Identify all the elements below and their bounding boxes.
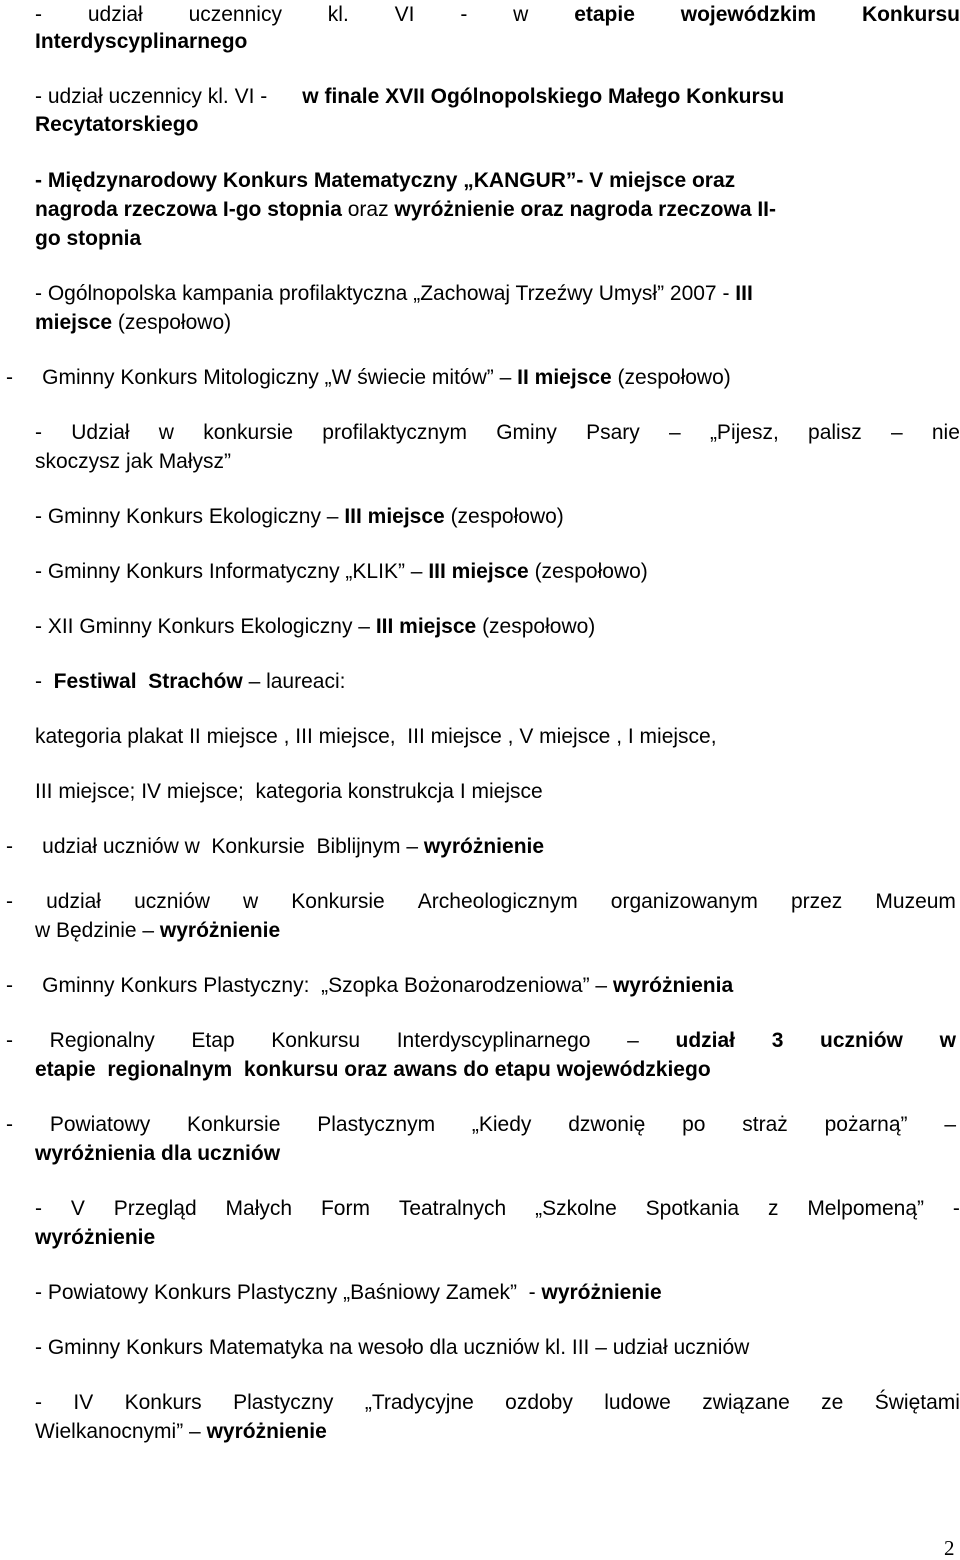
- entry-emphasis: III: [735, 282, 753, 305]
- word: –: [627, 1029, 639, 1052]
- entry-14-line-1: [6, 887, 956, 916]
- word: –: [669, 421, 681, 444]
- entry-9-line-1: [35, 612, 960, 641]
- word: w: [939, 1029, 956, 1052]
- word: „Kiedy: [471, 1113, 532, 1136]
- word: Powiatowy: [49, 1113, 151, 1136]
- word: pożarną”: [824, 1113, 908, 1136]
- entry-18-line-2: wyróżnienie: [35, 1226, 156, 1249]
- word: po: [682, 1113, 706, 1136]
- word: IV: [73, 1391, 94, 1414]
- word: Psary: [586, 421, 640, 444]
- word: Plastyczny: [233, 1391, 334, 1414]
- word: –: [944, 1113, 956, 1136]
- entry-21-line-2: [35, 1417, 960, 1446]
- entry-emphasis: wyróżnienie: [423, 835, 545, 858]
- word: udział: [87, 3, 143, 26]
- entry-emphasis: III miejsce: [375, 615, 477, 638]
- entry-17-line-2: wyróżnienia dla uczniów: [35, 1142, 281, 1165]
- entry-7-line-1: [35, 502, 960, 531]
- word: uczniów: [820, 1029, 903, 1052]
- word: przez: [790, 890, 843, 913]
- entry-text: - Ogólnopolska kampania profilaktyczna „Zachowaj Trzeźwy Umysł” 2007 -: [35, 282, 730, 305]
- entry-15-line-1: [6, 971, 931, 1000]
- word: Teatralnych: [398, 1197, 507, 1220]
- entry-16-line-1: [6, 1026, 956, 1055]
- entry-emphasis: wyróżnienie: [206, 1420, 327, 1443]
- word: -: [35, 421, 42, 444]
- entry-18-line-1: [35, 1194, 960, 1223]
- word: Udział: [71, 421, 130, 444]
- word: udział: [46, 890, 101, 913]
- word: -: [35, 3, 42, 26]
- word: Małych: [225, 1197, 293, 1220]
- word: Świętami: [874, 1391, 960, 1414]
- entry-17-line-1: [6, 1110, 956, 1139]
- entry-text: (zespołowo): [450, 505, 564, 528]
- entry-12-line-1: III miejsce; IV miejsce; kategoria konstrukcja I miejsce: [35, 780, 543, 803]
- entry-13-line-1: [6, 832, 931, 861]
- word: „Tradycyjne: [364, 1391, 474, 1414]
- entry-text: - Powiatowy Konkurs Plastyczny „Baśniowy Zamek” -: [35, 1281, 536, 1304]
- entry-16-line-2: etapie regionalnym konkursu oraz awans do etapu wojewódzkiego: [35, 1058, 711, 1081]
- entry-8-line-1: [35, 557, 960, 586]
- word: „Pijesz,: [709, 421, 779, 444]
- entry-emphasis: miejsce: [35, 311, 113, 334]
- word: w: [513, 3, 529, 26]
- word: -: [6, 1029, 13, 1052]
- entry-11-line-1: kategoria plakat II miejsce , III miejsce, III miejsce , V miejsce , I miejsce,: [35, 725, 717, 748]
- word: Konkursu: [861, 3, 960, 26]
- word: organizowanym: [610, 890, 758, 913]
- word: -: [6, 1113, 13, 1136]
- entry-1-line-2: Interdyscyplinarnego: [35, 30, 248, 53]
- entry-text: Wielkanocnymi” –: [35, 1420, 201, 1443]
- entry-6-line-1: [35, 418, 960, 447]
- entry-text: oraz: [347, 198, 389, 221]
- word: uczennicy: [188, 3, 282, 26]
- entry-3-line-3: go stopnia: [35, 227, 142, 250]
- entry-text: – laureaci:: [248, 670, 346, 693]
- word: Gminy: [496, 421, 557, 444]
- entry-text: - Gminny Konkurs Informatyczny „KLIK” –: [35, 560, 423, 583]
- word: straż: [742, 1113, 788, 1136]
- word: wojewódzkim: [680, 3, 817, 26]
- entry-3-line-2: [35, 195, 960, 224]
- word: Regionalny: [49, 1029, 155, 1052]
- entry-19-line-1: [35, 1278, 960, 1307]
- entry-text: -: [35, 670, 42, 693]
- word: Konkurs: [124, 1391, 202, 1414]
- entry-emphasis: III miejsce: [428, 560, 529, 583]
- entry-5-line-1: [6, 363, 931, 392]
- page-number: 2: [944, 1536, 955, 1560]
- entry-text: - Gminny Konkurs Plastyczny: „Szopka Bożonarodzeniowa” –: [6, 974, 608, 997]
- word: VI: [394, 3, 415, 26]
- word: Konkursu: [271, 1029, 361, 1052]
- entry-text: (zespołowo): [482, 615, 596, 638]
- word: etapie: [574, 3, 635, 26]
- entry-emphasis: Festiwal Strachów: [53, 670, 243, 693]
- word: Etap: [191, 1029, 235, 1052]
- word: profilaktycznym: [322, 421, 467, 444]
- entry-text: (zespołowo): [117, 311, 232, 334]
- entry-20-line-1: - Gminny Konkurs Matematyka na wesoło dla uczniów kl. III – udział uczniów: [35, 1336, 750, 1359]
- word: z: [767, 1197, 779, 1220]
- entry-14-line-2: [35, 916, 960, 945]
- word: -: [35, 1197, 42, 1220]
- word: dzwonię: [568, 1113, 646, 1136]
- word: Archeologicznym: [417, 890, 578, 913]
- word: Przegląd: [113, 1197, 197, 1220]
- entry-text: - Gminny Konkurs Mitologiczny „W świecie mitów” –: [6, 366, 512, 389]
- entry-3-line-1: - Międzynarodowy Konkurs Matematyczny „KANGUR”- V miejsce oraz: [35, 169, 736, 192]
- word: ozdoby: [505, 1391, 573, 1414]
- entry-emphasis: wyróżnienie oraz nagroda rzeczowa II-: [394, 198, 777, 221]
- word: „Szkolne: [535, 1197, 617, 1220]
- word: Spotkania: [645, 1197, 740, 1220]
- entry-emphasis: wyróżnienia: [612, 974, 734, 997]
- word: palisz: [808, 421, 862, 444]
- entry-6-line-2: skoczysz jak Małysz”: [35, 450, 232, 473]
- entry-text: w Będzinie –: [35, 919, 155, 942]
- entry-emphasis: II miejsce: [517, 366, 612, 389]
- word: w: [158, 421, 174, 444]
- entry-emphasis: w finale XVII Ogólnopolskiego Małego Konkursu: [302, 85, 785, 108]
- word: ludowe: [604, 1391, 671, 1414]
- entry-21-line-1: [35, 1388, 960, 1417]
- word: uczniów: [134, 890, 210, 913]
- word: -: [952, 1197, 960, 1220]
- word: -: [6, 890, 13, 913]
- word: Melpomeną”: [807, 1197, 925, 1220]
- entry-2-line-2: Recytatorskiego: [35, 113, 199, 136]
- word: ze: [821, 1391, 844, 1414]
- entry-4-line-2: [35, 308, 960, 337]
- word: -: [35, 1391, 42, 1414]
- word: 3: [771, 1029, 784, 1052]
- word: Muzeum: [875, 890, 956, 913]
- word: konkursie: [203, 421, 294, 444]
- word: nie: [931, 421, 960, 444]
- word: Konkursie: [187, 1113, 281, 1136]
- entry-text: - Gminny Konkurs Ekologiczny –: [35, 505, 339, 528]
- entry-emphasis: nagroda rzeczowa I-go stopnia: [35, 198, 342, 221]
- word: Plastycznym: [317, 1113, 436, 1136]
- entry-10-line-1: [35, 667, 960, 696]
- entry-1-line-1: [35, 0, 960, 29]
- word: V: [70, 1197, 85, 1220]
- entry-emphasis: III miejsce: [344, 505, 445, 528]
- entry-text: - udział uczennicy kl. VI -: [35, 85, 268, 108]
- word: Konkursie: [291, 890, 385, 913]
- entry-text: - udział uczniów w Konkursie Biblijnym –: [6, 835, 418, 858]
- entry-text: (zespołowo): [534, 560, 648, 583]
- word: –: [890, 421, 903, 444]
- word: Form: [320, 1197, 370, 1220]
- entry-2-line-1: [35, 82, 960, 111]
- word: związane: [702, 1391, 790, 1414]
- entry-emphasis: wyróżnienie: [541, 1281, 662, 1304]
- entry-text: (zespołowo): [617, 366, 731, 389]
- word: -: [460, 3, 468, 26]
- word: w: [243, 890, 259, 913]
- word: kl.: [327, 3, 349, 26]
- word: Interdyscyplinarnego: [396, 1029, 591, 1052]
- entry-4-line-1: [35, 279, 960, 308]
- entry-emphasis: wyróżnienie: [159, 919, 281, 942]
- word: udział: [675, 1029, 736, 1052]
- entry-text: - XII Gminny Konkurs Ekologiczny –: [35, 615, 370, 638]
